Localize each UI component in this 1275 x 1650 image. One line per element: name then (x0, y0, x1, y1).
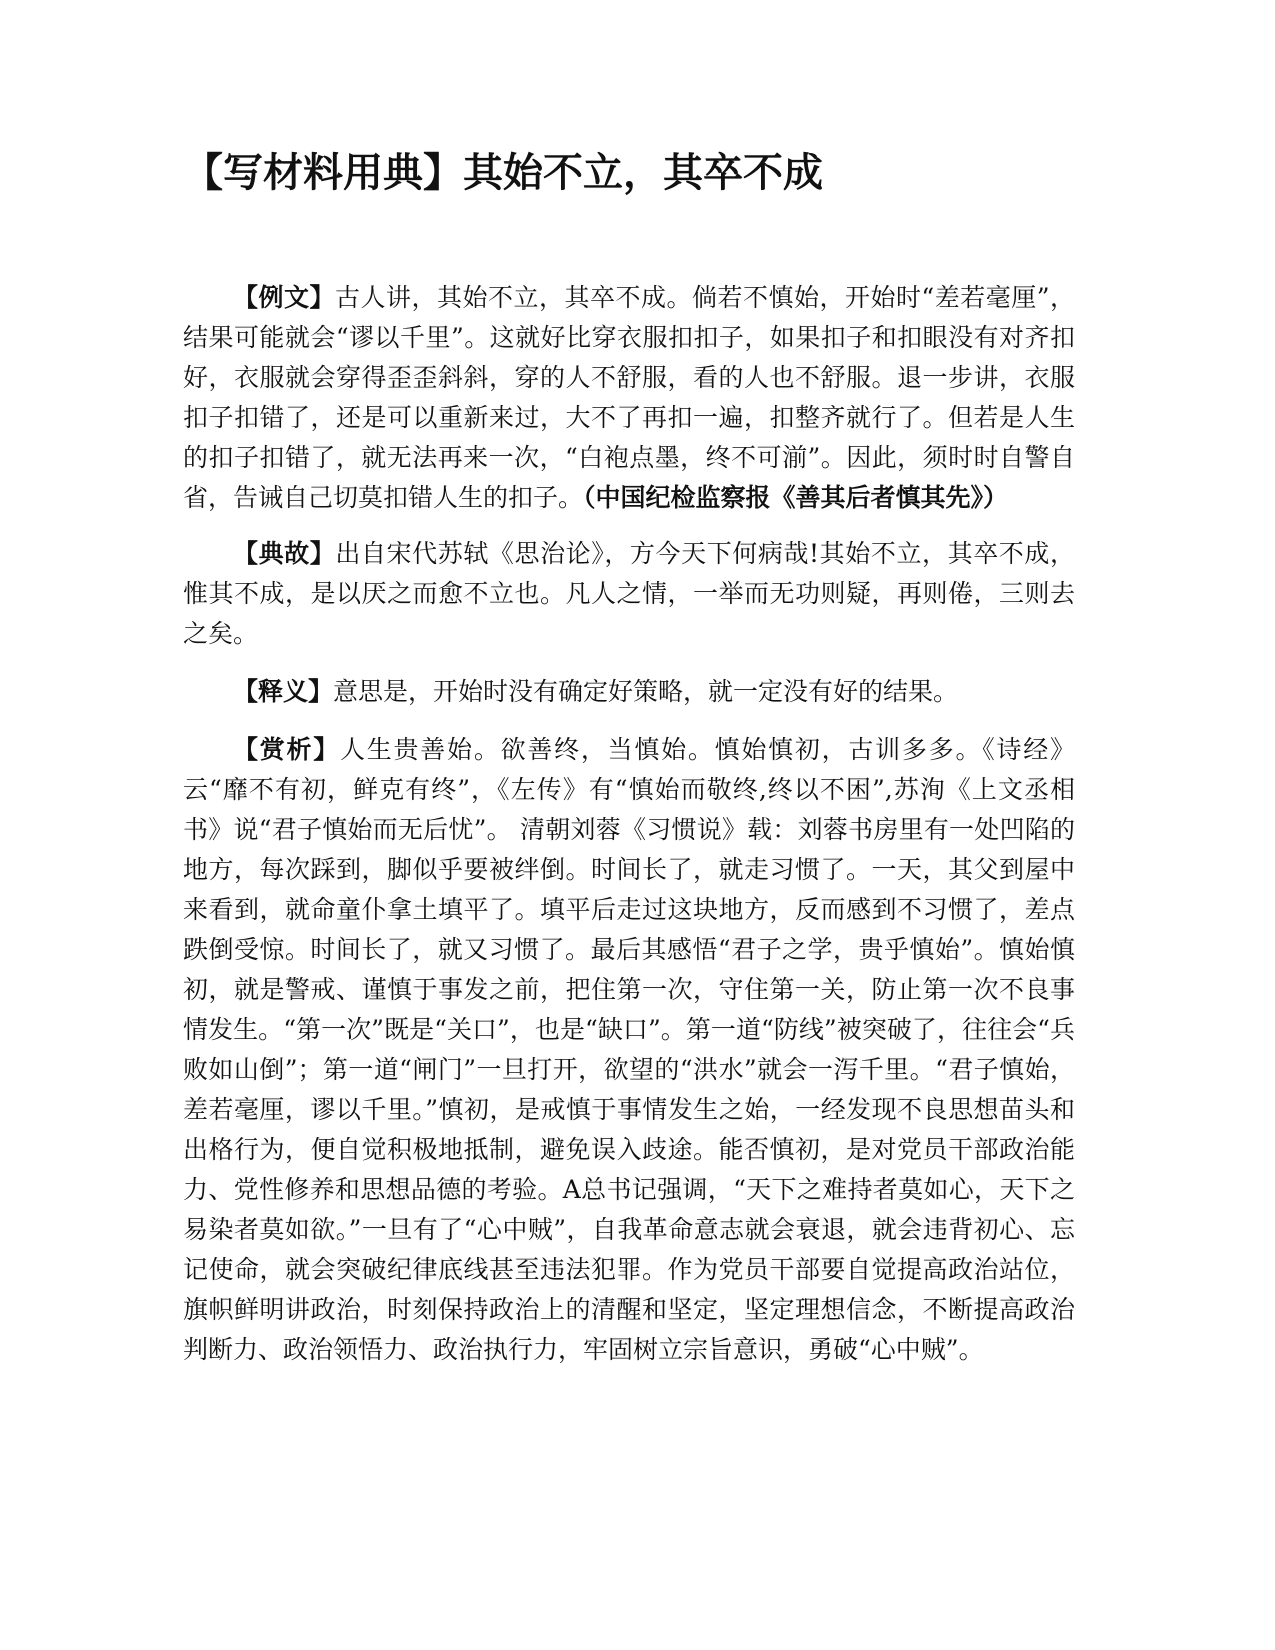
meaning-paragraph (183, 672, 1075, 712)
meaning-text: 意思是，开始时没有确定好策略，就一定没有好的结果。 (333, 677, 959, 706)
allusion-text: 出自宋代苏轼《思治论》，方今天下何病哉!其始不立，其卒不成，惟其不成，是以厌之而愈不立也。凡人之情，一举而无功则疑，再则倦，三则去之矣。 (183, 539, 1075, 648)
page-title: 【写材料用典】其始不立，其卒不成 (183, 150, 823, 196)
example-paragraph (183, 278, 1075, 518)
example-label: 【例文】 (233, 283, 335, 312)
meaning-label: 【释义】 (233, 677, 334, 706)
example-source: （中国纪检监察报《善其后者慎其先》） (583, 483, 1009, 512)
analysis-label: 【赏析】 (233, 735, 341, 764)
allusion-label: 【典故】 (233, 539, 336, 568)
analysis-paragraph (183, 730, 1075, 1370)
example-text: 古人讲，其始不立，其卒不成。倘若不慎始，开始时“差若毫厘”，结果可能就会“谬以千里”。这就好比穿衣服扣扣子，如果扣子和扣眼没有对齐扣好，衣服就会穿得歪歪斜斜，穿的人不舒服，看的人也不舒服。退一步讲，衣服扣子扣错了，还是可以重新来过，大不了再扣一遍，扣整齐就行了。但若是人生的扣子扣错了，就无法再来一次，“白袍点墨，终不可湔”。因此，须时时自警自省，告诫自己切莫扣错人生的扣子。 (183, 283, 1075, 512)
allusion-paragraph (183, 534, 1075, 654)
analysis-text: 人生贵善始。欲善终，当慎始。慎始慎初，古训多多。《诗经》云“靡不有初，鲜克有终”，《左传》有“慎始而敬终,终以不困”,苏洵《上文丞相书》说“君子慎始而无后忧”。 清朝刘蓉《习惯说》载：刘蓉书房里有一处凹陷的地方，每次踩到，脚似乎要被绊倒。时间长了，就走习惯了。一天，其父到屋中来看到，就命童仆拿土填平了。填平后走过这块地方，反而感到不习惯了，差点跌倒受惊。时间长了，就又习惯了。最后其感悟“君子之学，贵乎慎始”。慎始慎初，就是警戒、谨慎于事发之前，把住第一次，守住第一关，防止第一次不良事情发生。“第一次”既是“关口”，也是“缺口”。第一道“防线”被突破了，往往会“兵败如山倒”；第一道“闸门”一旦打开，欲望的“洪水”就会一泻千里。“君子慎始，差若毫厘，谬以千里。”慎初，是戒慎于事情发生之始，一经发现不良思想苗头和出格行为，便自觉积极地抵制，避免误入歧途。能否慎初，是对党员干部政治能力、党性修养和思想品德的考验。A总书记强调，“天下之难持者莫如心，天下之易染者莫如欲。”一旦有了“心中贼”，自我革命意志就会衰退，就会违背初心、忘记使命，就会突破纪律底线甚至违法犯罪。作为党员干部要自觉提高政治站位，旗帜鲜明讲政治，时刻保持政治上的清醒和坚定，坚定理想信念，不断提高政治判断力、政治领悟力、政治执行力，牢固树立宗旨意识，勇破“心中贼”。 (183, 735, 1075, 1364)
